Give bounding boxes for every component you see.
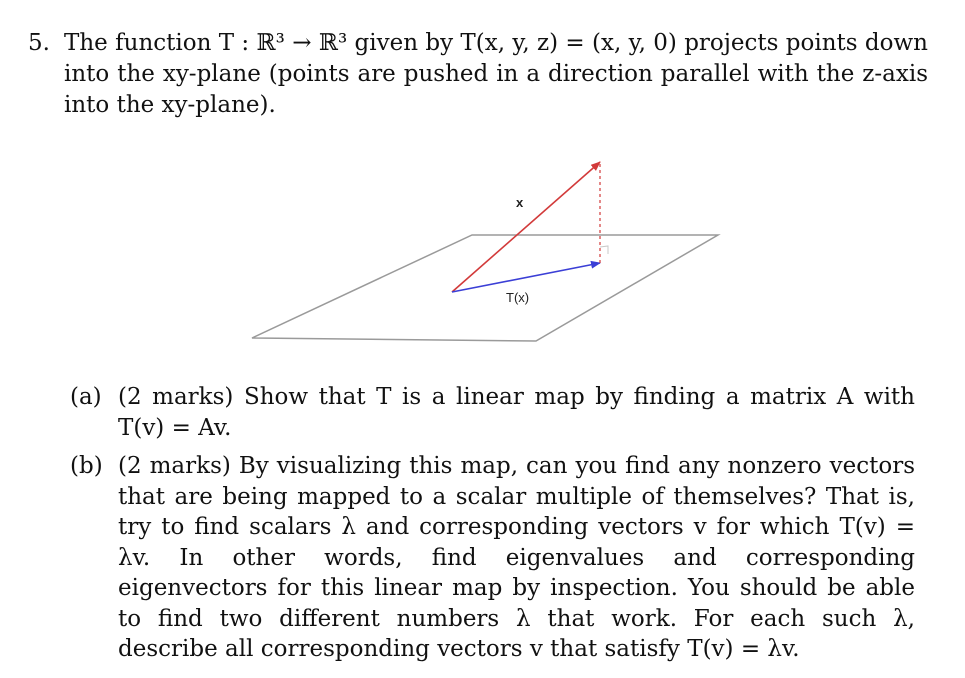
part-b xyxy=(70,451,915,665)
part-a-label: (a) xyxy=(70,384,102,410)
problem-intro: The function T : ℝ³ → ℝ³ given by T(x, y, z) = (x, y, 0) projects points down into the xy-plane (points are pushed in a direction parallel with the z-axis into the xy-plane). xyxy=(64,30,928,118)
projection-diagram xyxy=(240,150,740,360)
projection-figure xyxy=(240,150,740,360)
part-a xyxy=(70,382,915,443)
vector-tx-label: T(x) xyxy=(506,290,530,305)
vector-x-label: x xyxy=(516,195,524,210)
problem-number: 5. xyxy=(28,30,50,56)
vector-x-arrow xyxy=(452,162,600,292)
vector-tx-arrow xyxy=(452,263,600,292)
xy-plane xyxy=(252,235,718,341)
part-b-label: (b) xyxy=(70,453,103,479)
part-b-text: (2 marks) By visualizing this map, can you find any nonzero vectors that are being mapped to a scalar multiple of themselves? That is, try to find scalars λ and corresponding vectors v for which T(v) = λv. In other words, find eigenvalues and corresponding eigenvectors for this linear map by inspection. You should be able to find two different numbers λ that work. For each such λ, describe all corresponding vectors v that satisfy T(v) = λv. xyxy=(118,453,915,662)
problem-parts xyxy=(70,382,915,673)
problem-5 xyxy=(28,28,928,121)
right-angle-marker xyxy=(600,246,608,254)
part-a-text: (2 marks) Show that T is a linear map by finding a matrix A with T(v) = Av. xyxy=(118,384,915,441)
